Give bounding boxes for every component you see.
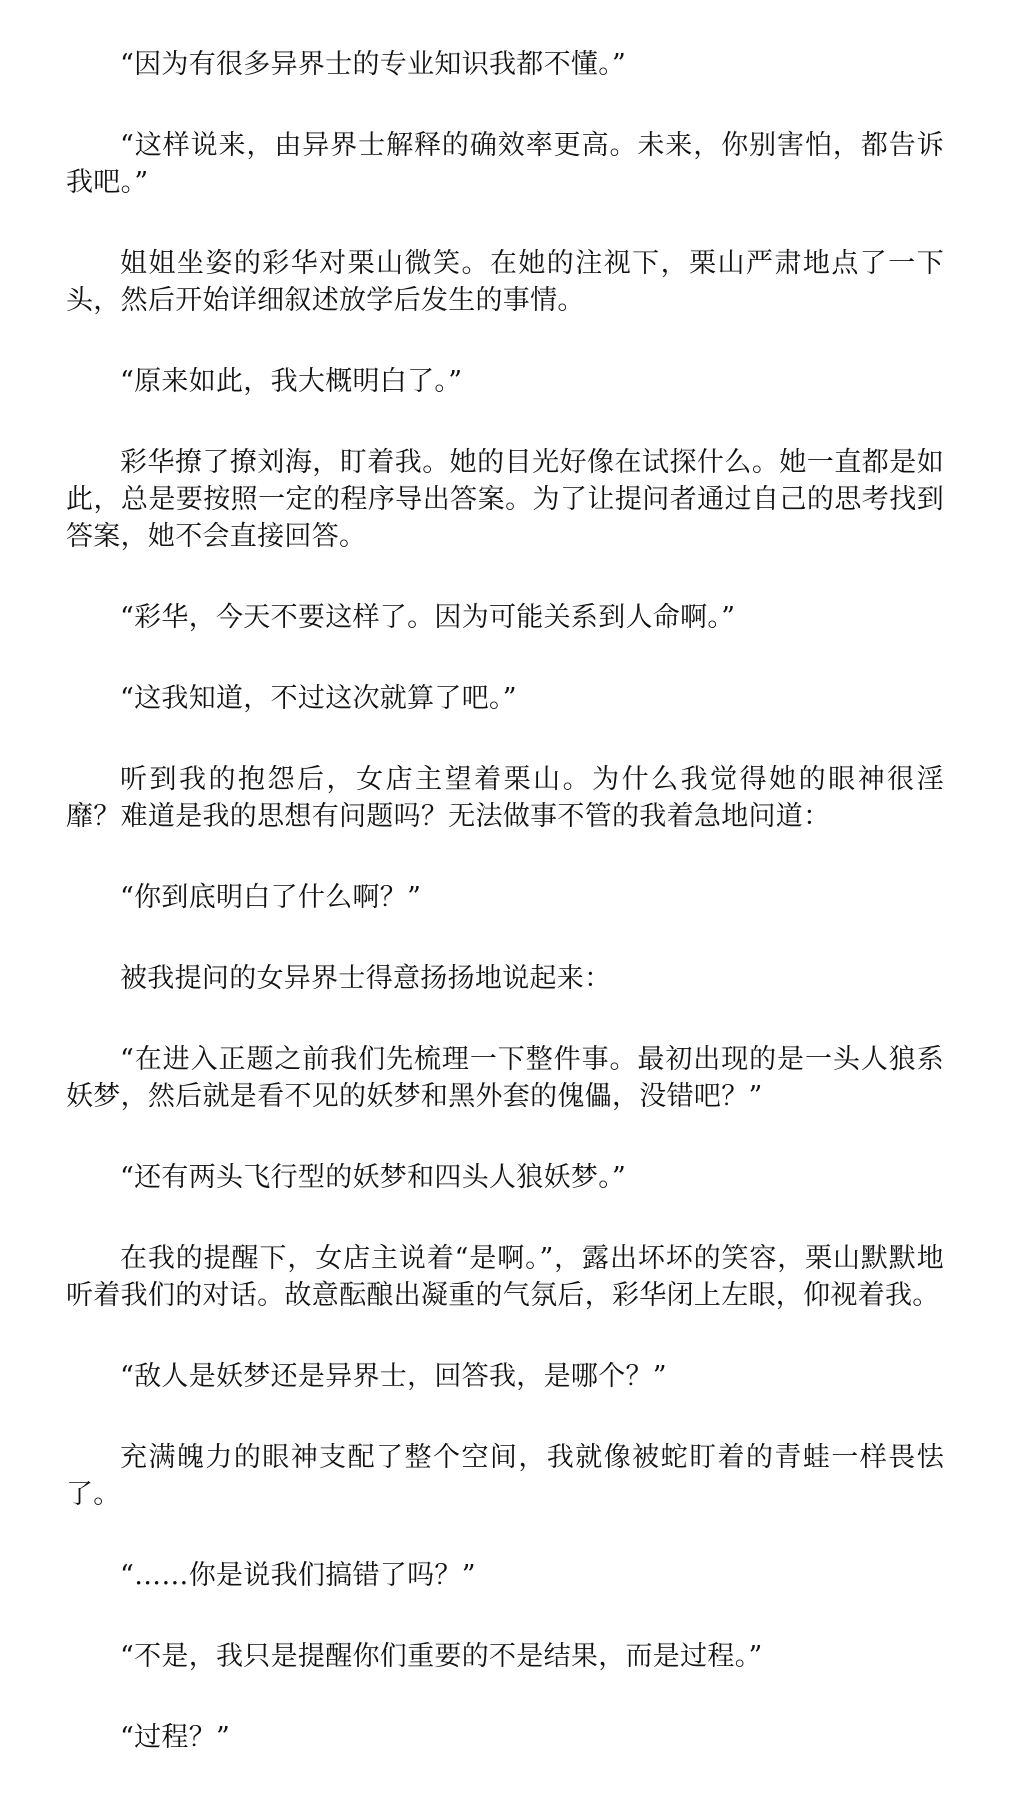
paragraph-10: 被我提问的女异界士得意扬扬地说起来： — [120, 963, 612, 994]
paragraph-12: “还有两头飞行型的妖梦和四头人狼妖梦。” — [120, 1162, 627, 1193]
paragraph-15: 充满魄力的眼神支配了整个空间，我就像被蛇盯着的青蛙一样畏怯了。 — [66, 1442, 944, 1510]
document-body — [66, 46, 944, 1800]
paragraph-11: “在进入正题之前我们先梳理一下整件事。最初出现的是一头人狼系妖梦，然后就是看不见的妖梦和黑外套的傀儡，没错吧？” — [66, 1044, 944, 1112]
paragraph-1: “因为有很多异界士的专业知识我都不懂。” — [120, 49, 627, 80]
paragraph-4: “原来如此，我大概明白了。” — [120, 366, 463, 397]
paragraph-3: 姐姐坐姿的彩华对栗山微笑。在她的注视下，栗山严肃地点了一下头，然后开始详细叙述放学后发生的事情。 — [66, 248, 944, 316]
paragraph-7: “这我知道，不过这次就算了吧。” — [120, 683, 517, 714]
paragraph-14: “敌人是妖梦还是异界士，回答我，是哪个？” — [120, 1361, 667, 1392]
paragraph-9: “你到底明白了什么啊？” — [120, 882, 422, 913]
paragraph-5: 彩华撩了撩刘海，盯着我。她的目光好像在试探什么。她一直都是如此，总是要按照一定的程序导出答案。为了让提问者通过自己的思考找到答案，她不会直接回答。 — [66, 447, 944, 552]
paragraph-8: 听到我的抱怨后，女店主望着栗山。为什么我觉得她的眼神很淫 靡？难道是我的思想有问题吗？无法做事不管的我着急地问道： — [66, 764, 944, 832]
paragraph-2: “这样说来，由异界士解释的确效率更高。未来，你别害怕，都告诉我吧。” — [66, 130, 944, 198]
paragraph-13: 在我的提醒下，女店主说着“是啊。”，露出坏坏的笑容，栗山默默地听着我们的对话。故意酝酿出凝重的气氛后，彩华闭上左眼，仰视着我。 — [66, 1243, 944, 1311]
paragraph-18: “过程？” — [120, 1722, 231, 1753]
paragraph-17: “不是，我只是提醒你们重要的不是结果，而是过程。” — [120, 1641, 763, 1672]
paragraph-6: “彩华，今天不要这样了。因为可能关系到人命啊。” — [120, 602, 736, 633]
paragraph-16: “……你是说我们搞错了吗？” — [120, 1560, 476, 1591]
